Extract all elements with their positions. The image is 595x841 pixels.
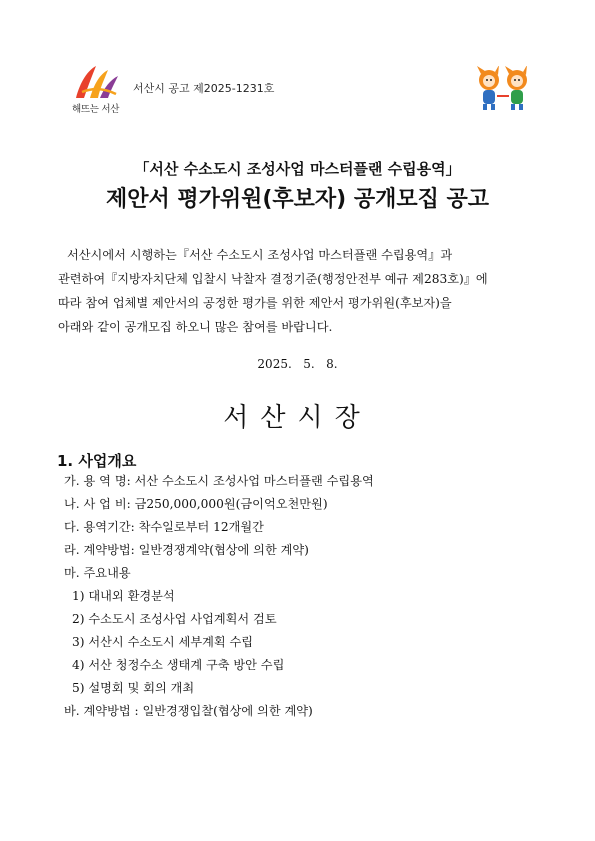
logo-text: 해뜨는 서산 — [72, 104, 120, 115]
section-title: 1. 사업개요 — [57, 452, 137, 470]
sub-list-item: 3) 서산시 수소도시 세부계획 수립 — [72, 635, 254, 649]
notice-title: 제안서 평가위원(후보자) 공개모집 공고 — [105, 187, 490, 212]
list-item: 라. 계약방법: 일반경쟁계약(협상에 의한 계약) — [64, 543, 309, 557]
sub-list-item: 2) 수소도시 조성사업 사업계획서 검토 — [72, 612, 277, 626]
sub-list-item: 5) 설명회 및 회의 개최 — [72, 681, 195, 695]
list-item: 다. 용역기간: 착수일로부터 12개월간 — [64, 520, 264, 534]
section-item-list — [64, 470, 544, 723]
intro-paragraph — [58, 243, 540, 339]
notice-subtitle: 「서산 수소도시 조성사업 마스터플랜 수립용역」 — [134, 160, 461, 178]
sub-list-item: 1) 대내외 환경분석 — [72, 589, 175, 603]
intro-line: 따라 참여 업체별 제안서의 공정한 평가를 위한 제안서 평가위원(후보자)을 — [58, 296, 452, 310]
notice-date: 2025. 5. 8. — [257, 357, 338, 371]
intro-line: 관련하여『지방자치단체 입찰시 낙찰자 결정기준(행정안전부 예규 제283호)』에 — [58, 272, 488, 286]
intro-line: 서산시에서 시행하는『서산 수소도시 조성사업 마스터플랜 수립용역』과 — [67, 248, 453, 262]
intro-line: 아래와 같이 공개모집 하오니 많은 참여를 바랍니다. — [58, 320, 333, 334]
issuer-name: 서산시장 — [223, 403, 372, 433]
sub-list-item: 4) 서산 청정수소 생태계 구축 방안 수립 — [72, 658, 285, 672]
list-item: 마. 주요내용 — [64, 566, 131, 580]
list-item: 나. 사 업 비: 금250,000,000원(금이억오천만원) — [64, 497, 328, 511]
mascot-icon — [473, 66, 535, 112]
notice-number: 서산시 공고 제2025-1231호 — [133, 82, 275, 95]
list-item: 가. 용 역 명: 서산 수소도시 조성사업 마스터플랜 수립용역 — [64, 474, 374, 488]
list-item: 바. 계약방법 : 일반경쟁입찰(협상에 의한 계약) — [64, 704, 313, 718]
